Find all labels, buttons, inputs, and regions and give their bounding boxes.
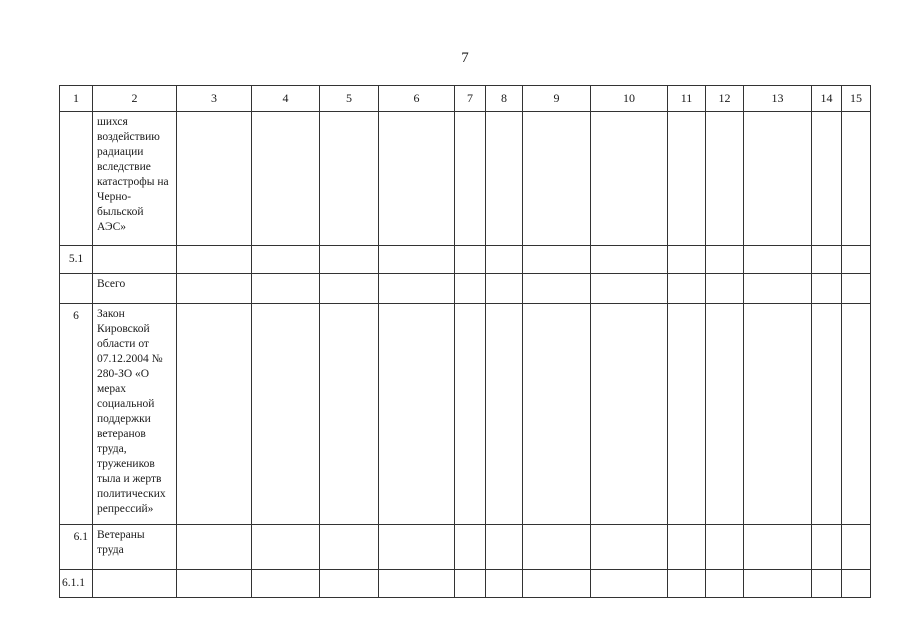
column-header: 3: [177, 86, 252, 112]
column-header: 10: [591, 86, 668, 112]
row-name: Ветераны труда: [93, 525, 177, 570]
column-header: 5: [320, 86, 379, 112]
row-number: 6: [60, 304, 93, 525]
column-header: 12: [706, 86, 744, 112]
row-number: [60, 112, 93, 246]
header-row: [60, 86, 871, 112]
table-row: [60, 570, 871, 598]
table-row: [60, 246, 871, 274]
column-header: 6: [379, 86, 455, 112]
table-row: [60, 112, 871, 246]
row-number: 6.1.1: [60, 570, 93, 598]
row-name: Закон Кировской области от 07.12.2004 № 280-ЗО «О мерах социальной поддержки ветеранов труда, тружеников тыла и жертв политических репрессий»: [93, 304, 177, 525]
column-header: 1: [60, 86, 93, 112]
column-header: 4: [252, 86, 320, 112]
row-name: шихся воздействию радиации вследствие катастрофы на Черно-быльской АЭС»: [93, 112, 177, 246]
page-number: 7: [461, 50, 469, 66]
table-row: [60, 525, 871, 570]
table-row: [60, 304, 871, 525]
row-number: 5.1: [60, 246, 93, 274]
column-header: 2: [93, 86, 177, 112]
row-name: Всего: [93, 274, 177, 304]
table-row: [60, 274, 871, 304]
column-header: 15: [842, 86, 871, 112]
column-header: 9: [523, 86, 591, 112]
row-number: [60, 274, 93, 304]
row-name: [93, 570, 177, 598]
column-header: 7: [455, 86, 486, 112]
column-header: 13: [744, 86, 812, 112]
row-name: [93, 246, 177, 274]
column-header: 11: [668, 86, 706, 112]
row-number: 6.1: [60, 525, 93, 570]
column-header: 8: [486, 86, 523, 112]
data-table: [59, 85, 871, 598]
column-header: 14: [812, 86, 842, 112]
